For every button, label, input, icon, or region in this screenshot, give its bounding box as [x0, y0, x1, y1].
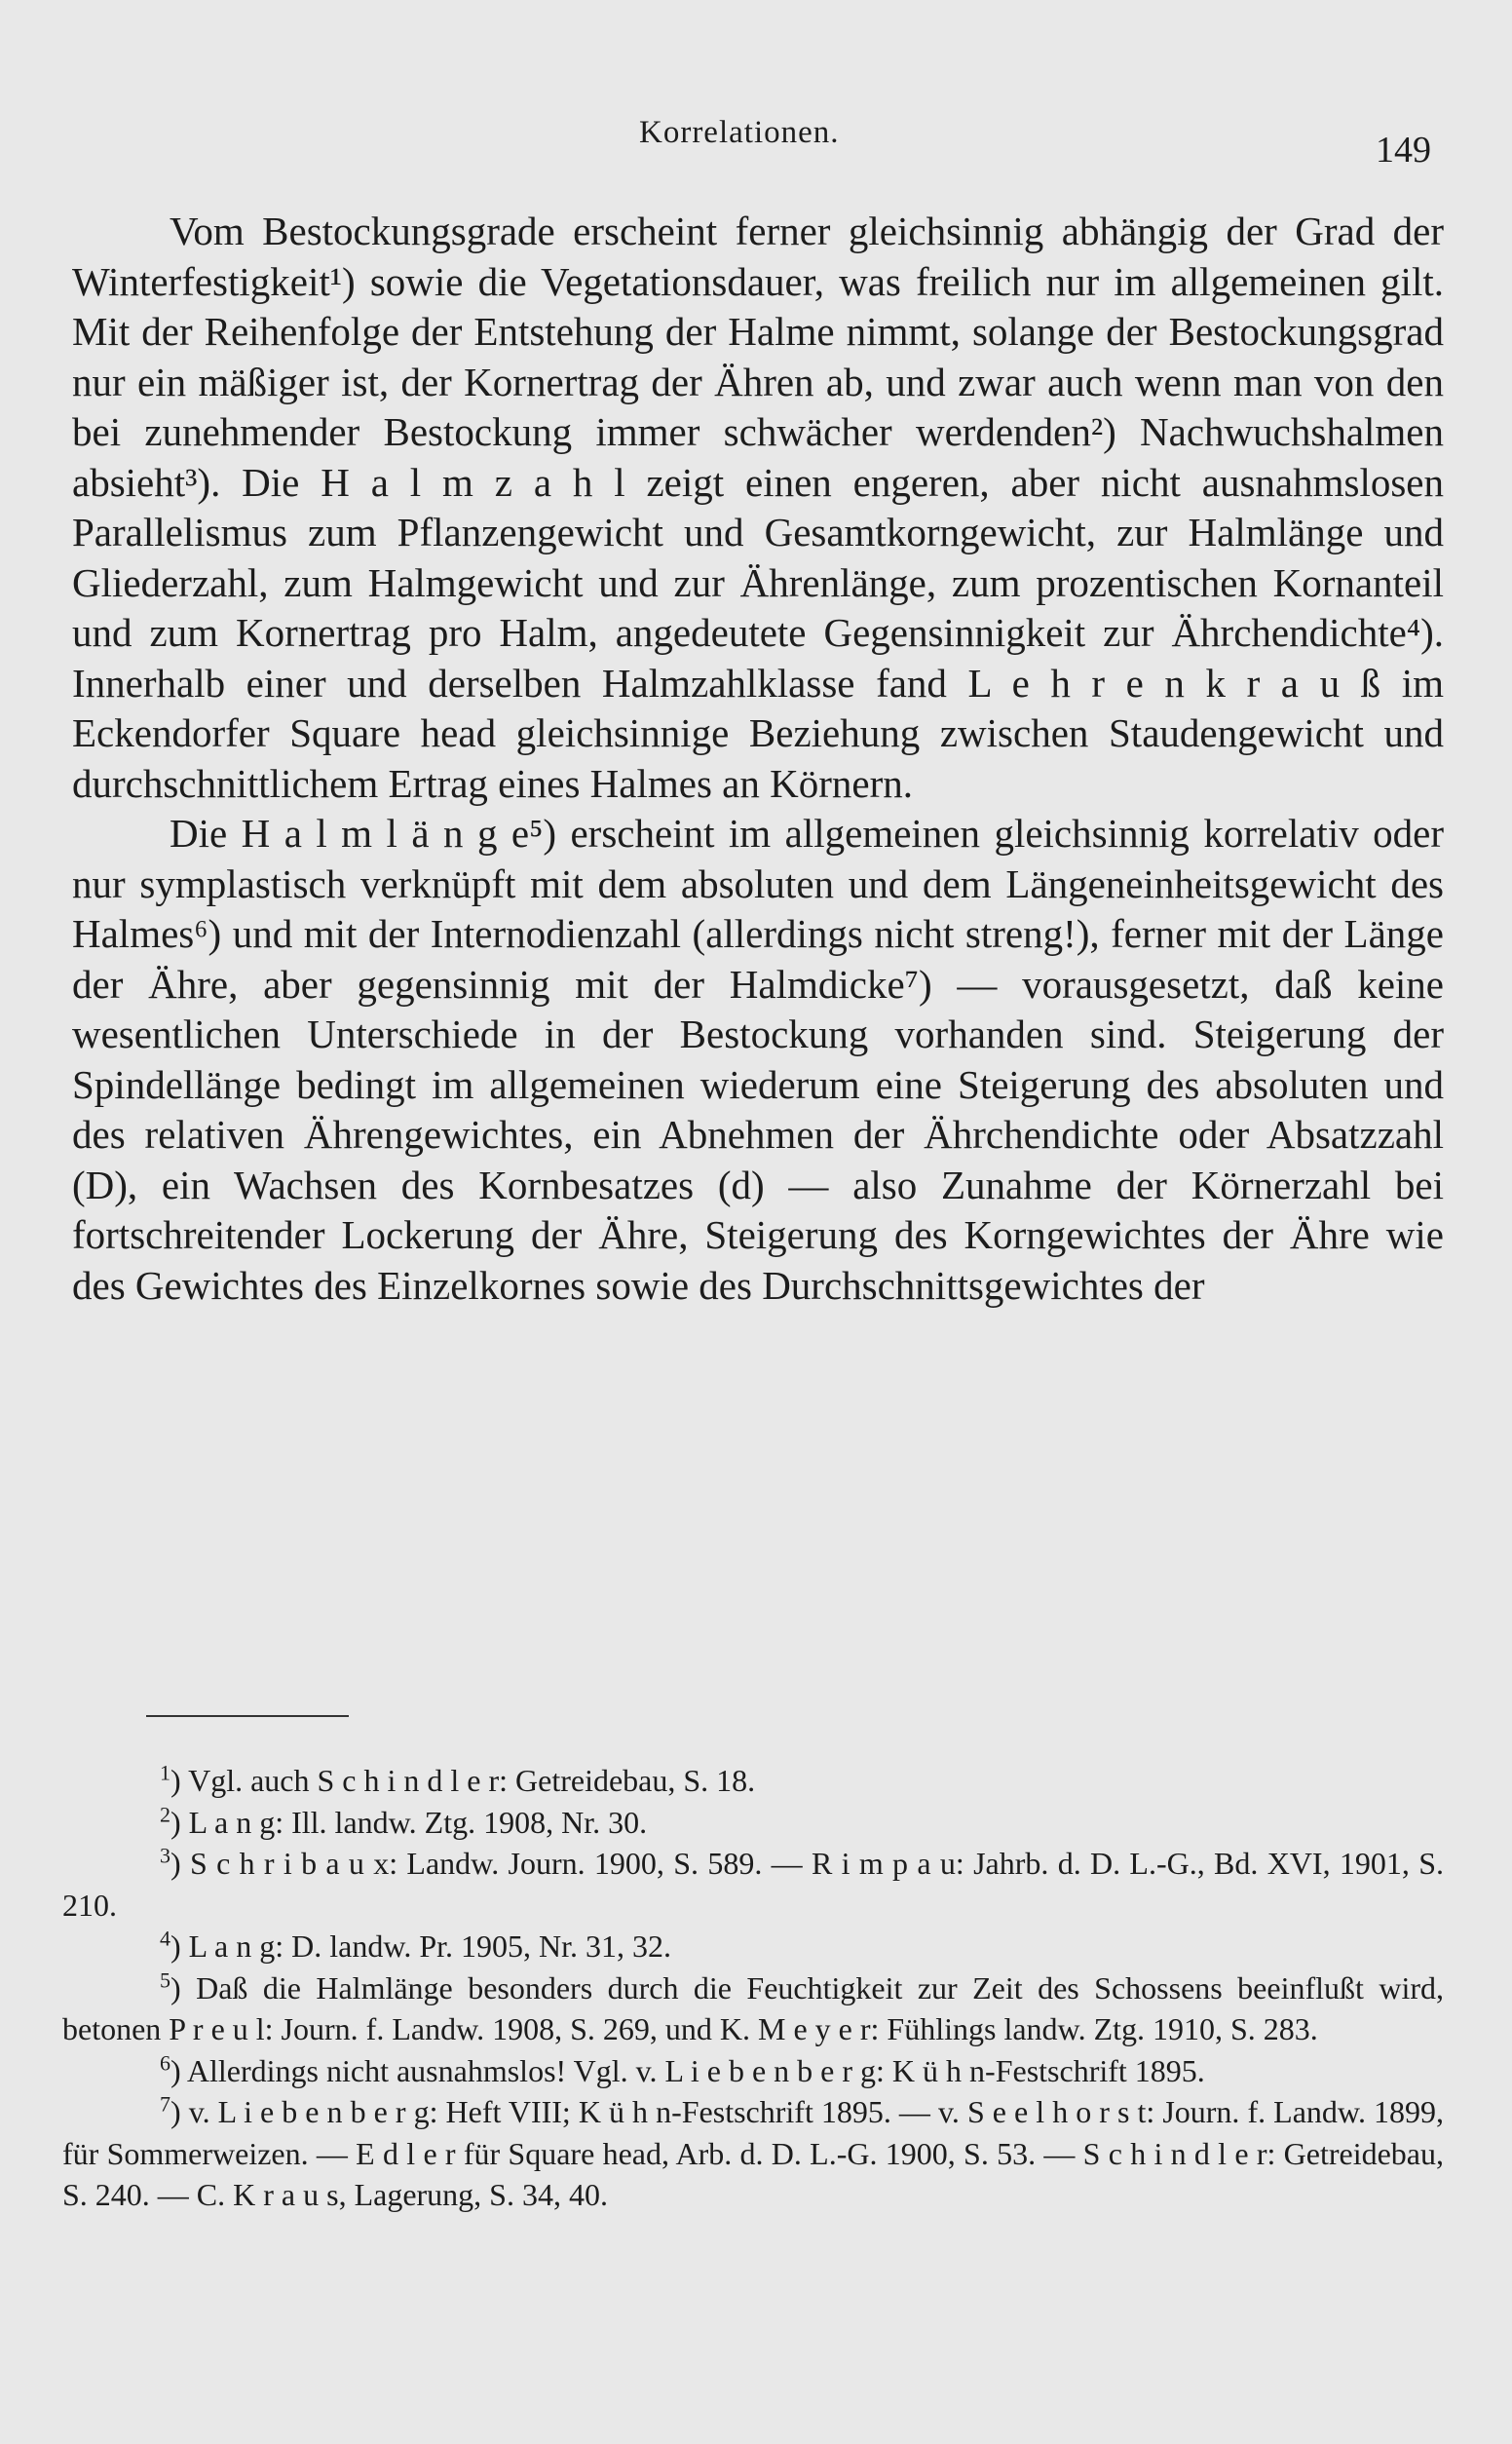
- footnote-text: L a n g: D. landw. Pr. 1905, Nr. 31, 32.: [188, 1928, 672, 1964]
- footnotes: [62, 1760, 1444, 2216]
- footnote-6: $^6$) Allerdings nicht ausnahmslos! Vgl. v. L i e b e n b e r g: K ü h n-Festschrift 1895.: [160, 2049, 1205, 2088]
- footnote-mark: 6: [160, 2049, 170, 2075]
- body-text: [72, 207, 1444, 1311]
- footnote-text: S c h r i b a u x: Landw. Journ. 1900, S. 589. — R i m p a u: Jahrb. d. D. L.-G., Bd. XVI, 1901, S. 210.: [62, 1846, 1445, 1923]
- footnote-2: $^2$) L a n g: Ill. landw. Ztg. 1908, Nr. 30.: [160, 1801, 648, 1840]
- footnote-mark: 2: [160, 1801, 170, 1826]
- footnote-3: $^3$) S c h r i b a u x: Landw. Journ. 1900, S. 589. — R i m p a u: Jahrb. d. D. L.-G., Bd. XVI, 1901, S. 210.: [62, 1843, 1445, 1923]
- page-header: [0, 115, 1512, 173]
- footnote-5: $^5$) Daß die Halmlänge besonders durch die Feuchtigkeit zur Zeit des Schossens beeinflußt wird, betonen P r e u l: Journ. f. Landw. 1908, S. 269, und K. M e y e r: Fühlings landw. Ztg. 1910, S. 283.: [62, 1967, 1445, 2046]
- running-title: Korrelationen.: [639, 115, 840, 150]
- page-number: 149: [1376, 130, 1431, 171]
- footnote-text: Vgl. auch S c h i n d l e r: Getreidebau, S. 18.: [188, 1763, 756, 1798]
- footnote-4: $^4$) L a n g: D. landw. Pr. 1905, Nr. 31, 32.: [160, 1926, 672, 1964]
- footnote-mark: 5: [160, 1967, 170, 1992]
- footnote-text: Allerdings nicht ausnahmslos! Vgl. v. L i e b e n b e r g: K ü h n-Festschrift 1895.: [186, 2052, 1205, 2088]
- footnote-7: $^7$) v. L i e b e n b e r g: Heft VIII; K ü h n-Festschrift 1895. — v. S e e l h o r s t: Journ. f. Landw. 1899, für Sommerweizen. — E d l e r für Square head, Arb. d. D. L.-G. 1900, S. 53. — S c h i n d l e r: Getreidebau, S. 240. — C. K r a u s, Lagerung, S. 34, 40.: [62, 2091, 1445, 2212]
- footnote-mark: 4: [160, 1926, 170, 1951]
- footnote-text: v. L i e b e n b e r g: Heft VIII; K ü h n-Festschrift 1895. — v. S e e l h o r s t: Journ. f. Landw. 1899, für Sommerweizen. — E d l e r für Square head, Arb. d. D. L.-G. 1900, S. 53. — S c h i n d l e r: Getreidebau, S. 240. — C. K r a u s, Lagerung, S. 34, 40.: [62, 2094, 1445, 2212]
- paragraph-bestockung: Vom Bestockungsgrade erscheint ferner gleichsinnig abhängig der Grad der Winterfestigkeit¹) sowie die Vegetationsdauer, was freilich nur im allgemeinen gilt. Mit der Reihenfolge der Entstehung der Halme nimmt, solange der Bestockungsgrad nur ein mäßiger ist, der Kornertrag der Ähren ab, und zwar auch wenn man von den bei zunehmender Bestockung immer schwächer werdenden²) Nachwuchshalmen absieht³). Die H a l m z a h l zeigt einen engeren, aber nicht ausnahmslosen Parallelismus zum Pflanzengewicht und Gesamtkorngewicht, zur Halmlänge und Gliederzahl, zum Halmgewicht und zur Ährenlänge, zum prozentischen Kornanteil und zum Kornertrag pro Halm, angedeutete Gegensinnigkeit zur Ährchendichte⁴). Innerhalb einer und derselben Halmzahlklasse fand L e h r e n k r a u ß im Eckendorfer Square head gleichsinnige Beziehung zwischen Staudengewicht und durchschnittlichem Ertrag eines Halmes an Körnern.: [72, 209, 1444, 806]
- footnote-text: Daß die Halmlänge besonders durch die Feuchtigkeit zur Zeit des Schossens beeinflußt wird, betonen P r e u l: Journ. f. Landw. 1908, S. 269, und K. M e y e r: Fühlings landw. Ztg. 1910, S. 283.: [62, 1969, 1445, 2046]
- paragraph-halmlaenge: Die H a l m l ä n g e⁵) erscheint im allgemeinen gleichsinnig korrelativ oder nur symplastisch verknüpft mit dem absoluten und dem Längeneinheitsgewicht des Halmes⁶) und mit der Internodienzahl (allerdings nicht streng!), ferner mit der Länge der Ähre, aber gegensinnig mit der Halmdicke⁷) — vorausgesetzt, daß keine wesentlichen Unterschiede in der Bestockung vorhanden sind. Steigerung der Spindellänge bedingt im allgemeinen wiederum eine Steigerung des absoluten und des relativen Ährengewichtes, ein Abnehmen der Ährchendichte oder Absatzzahl (D), ein Wachsen des Kornbesatzes (d) — also Zunahme der Körnerzahl bei fortschreitender Lockerung der Ähre, Steigerung des Korngewichtes der Ähre wie des Gewichtes des Einzelkornes sowie des Durchschnittsgewichtes der: [72, 811, 1444, 1308]
- footnote-divider: [146, 1715, 349, 1717]
- footnote-mark: 7: [160, 2091, 170, 2117]
- footnote-mark: 1: [160, 1760, 170, 1785]
- footnote-text: L a n g: Ill. landw. Ztg. 1908, Nr. 30.: [188, 1804, 648, 1840]
- footnote-1: $^1$) Vgl. auch S c h i n d l e r: Getreidebau, S. 18.: [160, 1760, 756, 1798]
- footnote-mark: 3: [160, 1843, 170, 1868]
